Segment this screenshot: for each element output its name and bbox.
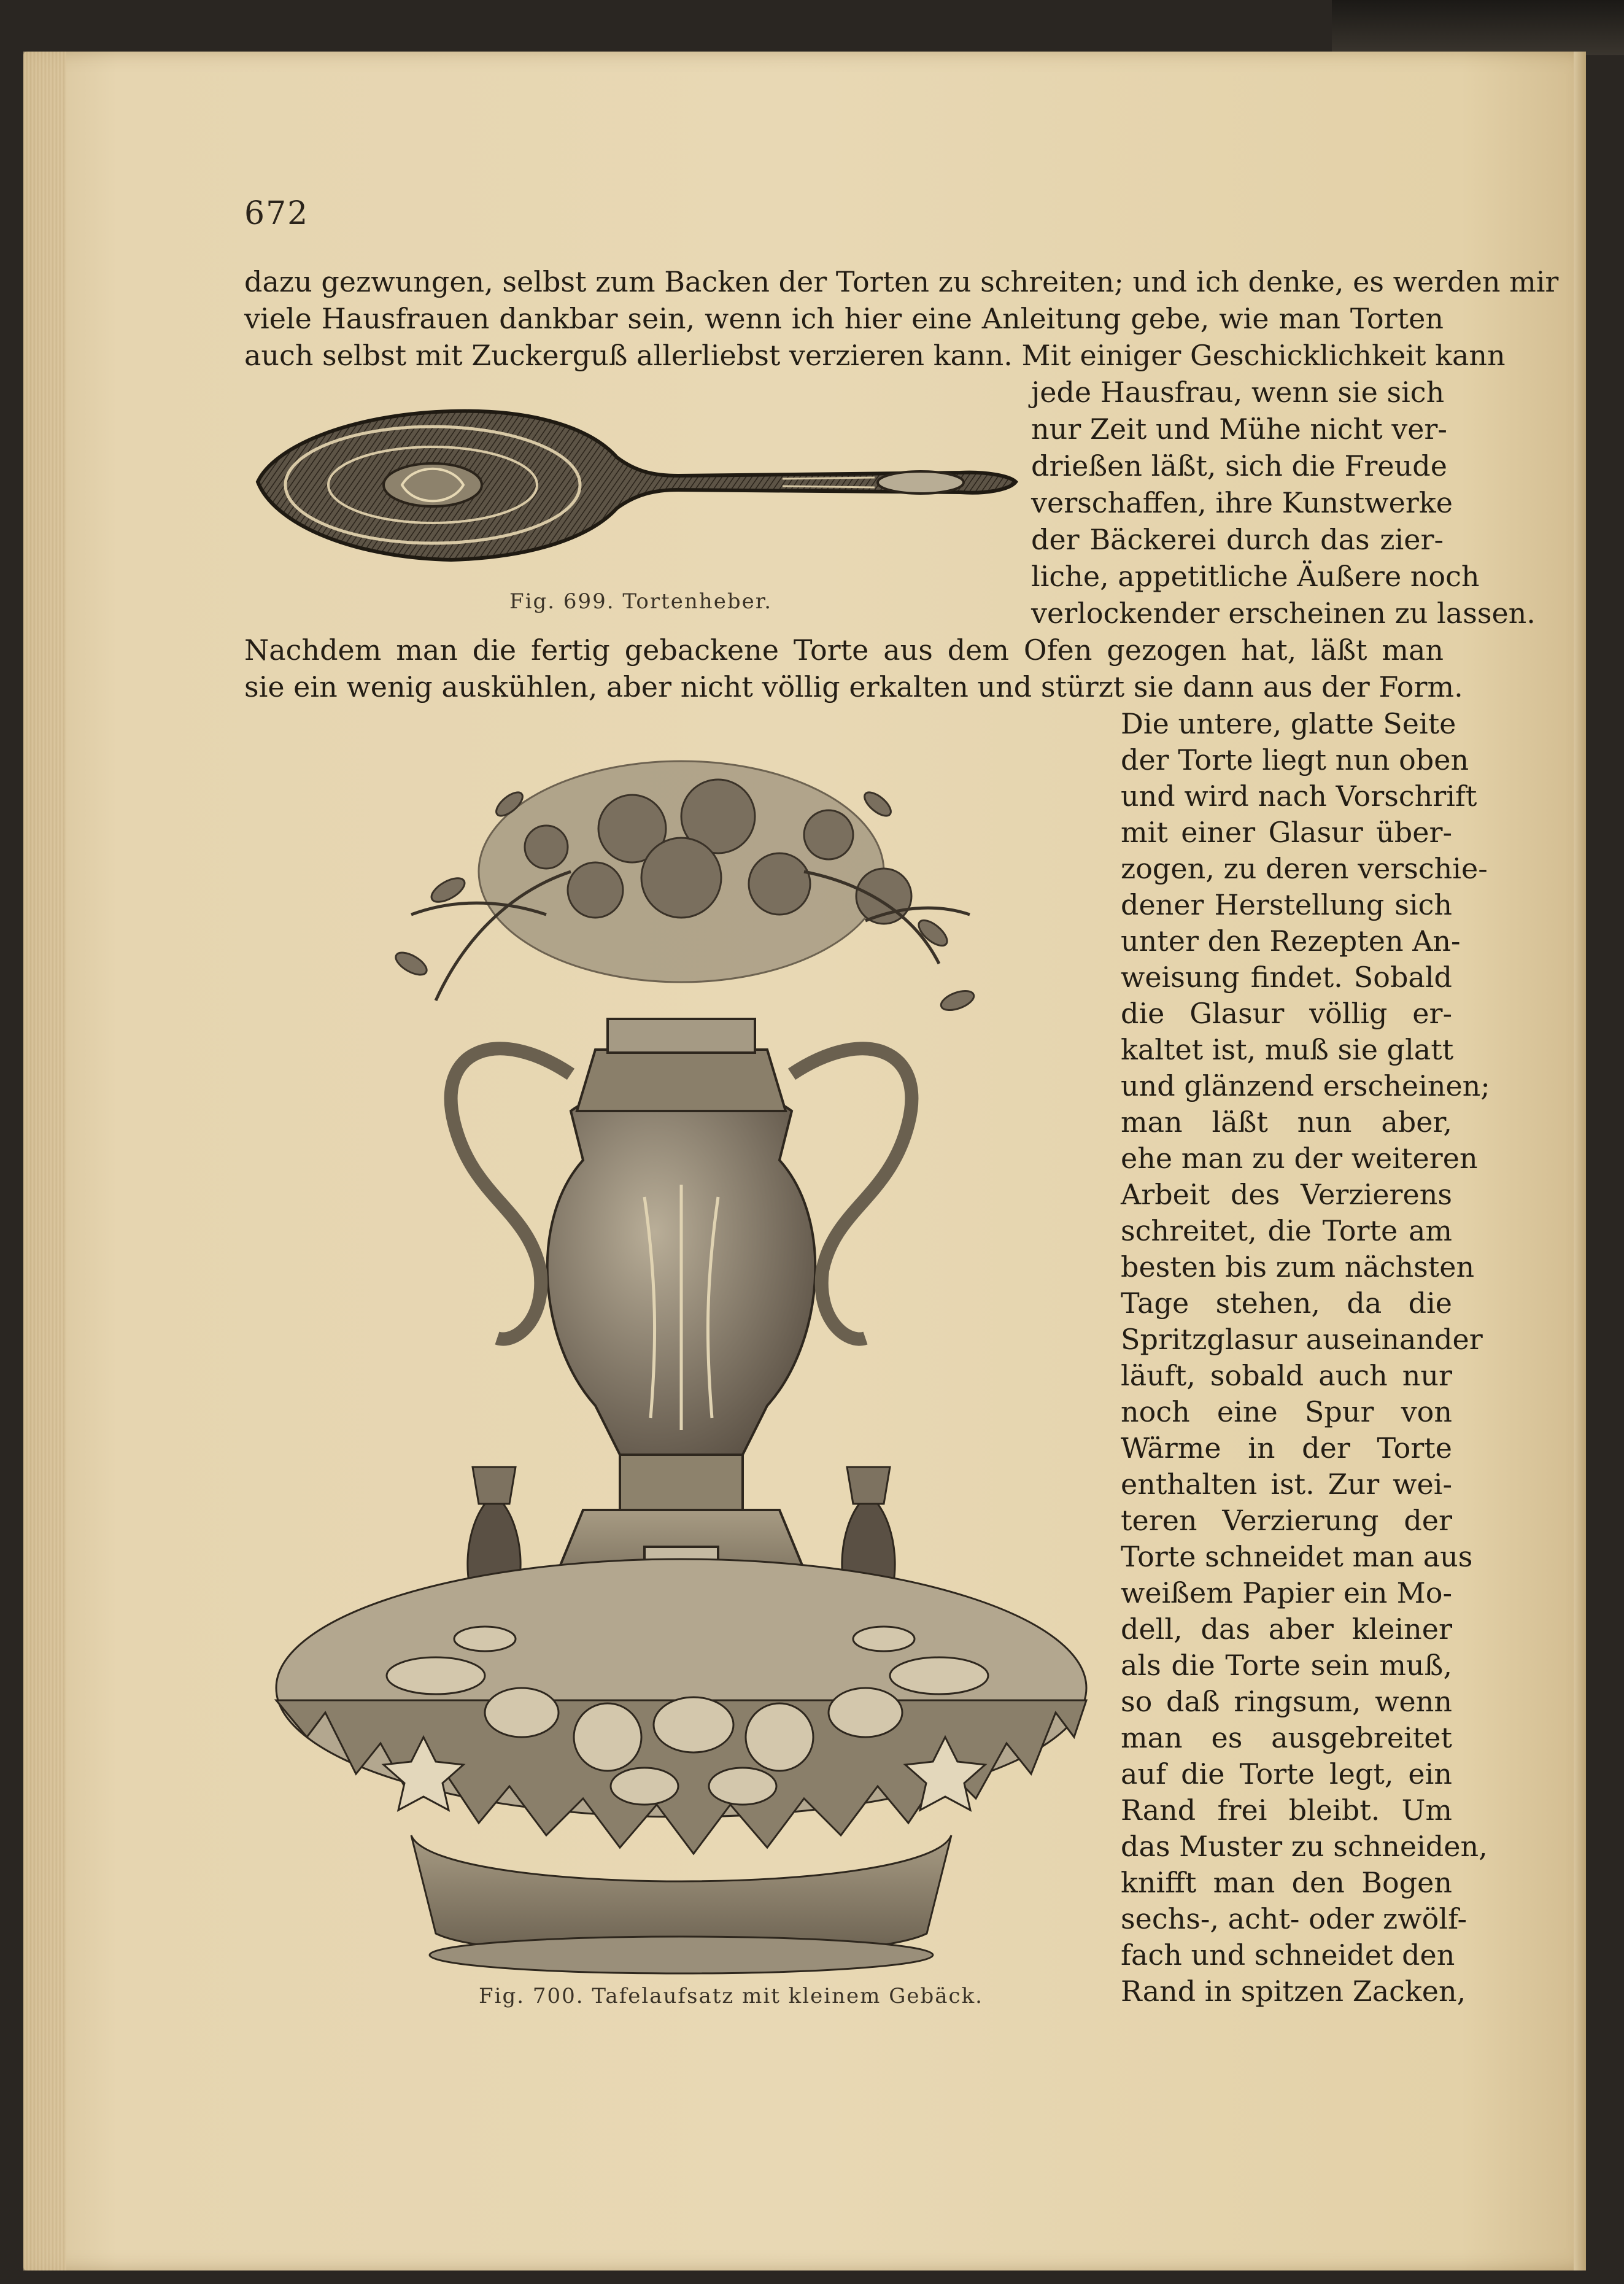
text-line: als die Torte sein muß,: [1121, 1649, 1452, 1682]
text-line: läuft, sobald auch nur: [1121, 1359, 1452, 1392]
text-line: Rand in spitzen Zacken,: [1121, 1975, 1466, 2008]
backdrop: [1332, 0, 1624, 55]
centerpiece-illustration: [252, 730, 1111, 1983]
text-line: zogen, zu deren verschie-: [1121, 852, 1488, 885]
text-line: besten bis zum nächsten: [1121, 1250, 1475, 1283]
text-line: Wärme in der Torte: [1121, 1431, 1452, 1465]
text-line: verschaffen, ihre Kunstwerke: [1031, 486, 1453, 519]
page-gutter: [1574, 52, 1586, 2270]
text-line: teren Verzierung der: [1121, 1504, 1452, 1537]
text-line: und wird nach Vorschrift: [1121, 780, 1477, 813]
text-line: liche, appetitliche Äußere noch: [1031, 560, 1480, 593]
text-line: jede Hausfrau, wenn sie sich: [1031, 376, 1445, 409]
text-line: mit einer Glasur über-: [1121, 816, 1452, 849]
text-line: Tage stehen, da die: [1121, 1287, 1452, 1320]
text-line: Die untere, glatte Seite: [1121, 707, 1456, 740]
text-line: dazu gezwungen, selbst zum Backen der Torten zu schreiten; und ich denke, es werden mir: [244, 265, 1559, 298]
figure-699-caption: Fig. 699. Tortenheber.: [509, 589, 773, 614]
text-line: ehe man zu der weiteren: [1121, 1142, 1478, 1175]
cake-server-illustration: [249, 399, 1019, 577]
text-line: fach und schneidet den: [1121, 1938, 1455, 1972]
figure-700-caption: Fig. 700. Tafelaufsatz mit kleinem Gebäck.: [479, 1984, 983, 2008]
text-line: Rand frei bleibt. Um: [1121, 1794, 1452, 1827]
text-line: auf die Torte legt, ein: [1121, 1757, 1452, 1790]
text-line: Spritzglasur auseinander: [1121, 1323, 1483, 1356]
text-line: weisung findet. Sobald: [1121, 961, 1452, 994]
text-line: kaltet ist, muß sie glatt: [1121, 1033, 1454, 1066]
text-line: knifft man den Bogen: [1121, 1866, 1452, 1899]
text-line: verlockender erscheinen zu lassen.: [1031, 597, 1536, 630]
text-line: und glänzend erscheinen;: [1121, 1069, 1490, 1102]
pastry-platter: [276, 1559, 1086, 1973]
text-line: sechs-, acht- oder zwölf-: [1121, 1902, 1467, 1935]
text-line: weißem Papier ein Mo-: [1121, 1576, 1452, 1609]
text-line: sie ein wenig auskühlen, aber nicht völlig erkalten und stürzt sie dann aus der Form.: [244, 670, 1463, 703]
text-line: schreitet, die Torte am: [1121, 1214, 1452, 1247]
text-line: die Glasur völlig er-: [1121, 997, 1452, 1030]
text-line: Nachdem man die fertig gebackene Torte aus dem Ofen gezogen hat, läßt man: [244, 633, 1444, 667]
text-line: noch eine Spur von: [1121, 1395, 1452, 1428]
page-number: 672: [244, 195, 309, 232]
text-line: unter den Rezepten An-: [1121, 924, 1461, 958]
text-line: drießen läßt, sich die Freude: [1031, 449, 1447, 482]
text-line: Arbeit des Verzierens: [1121, 1178, 1452, 1211]
text-line: Torte schneidet man aus: [1121, 1540, 1473, 1573]
text-line: dell, das aber kleiner: [1121, 1612, 1452, 1646]
text-line: so daß ringsum, wenn: [1121, 1685, 1452, 1718]
text-line: auch selbst mit Zuckerguß allerliebst verzieren kann. Mit einiger Geschicklichkeit kann: [244, 339, 1506, 372]
text-line: viele Hausfrauen dankbar sein, wenn ich hier eine Anleitung gebe, wie man Torten: [244, 302, 1444, 335]
text-line: dener Herstellung sich: [1121, 888, 1452, 921]
text-line: man läßt nun aber,: [1121, 1105, 1452, 1139]
text-line: das Muster zu schneiden,: [1121, 1830, 1488, 1863]
text-line: man es ausgebreitet: [1121, 1721, 1452, 1754]
text-line: nur Zeit und Mühe nicht ver-: [1031, 412, 1447, 446]
page-edges: [23, 52, 66, 2270]
text-line: enthalten ist. Zur wei-: [1121, 1468, 1452, 1501]
text-line: der Torte liegt nun oben: [1121, 743, 1469, 776]
vase: [451, 1019, 912, 1614]
flower-bouquet: [392, 761, 976, 1014]
text-line: der Bäckerei durch das zier-: [1031, 523, 1444, 556]
